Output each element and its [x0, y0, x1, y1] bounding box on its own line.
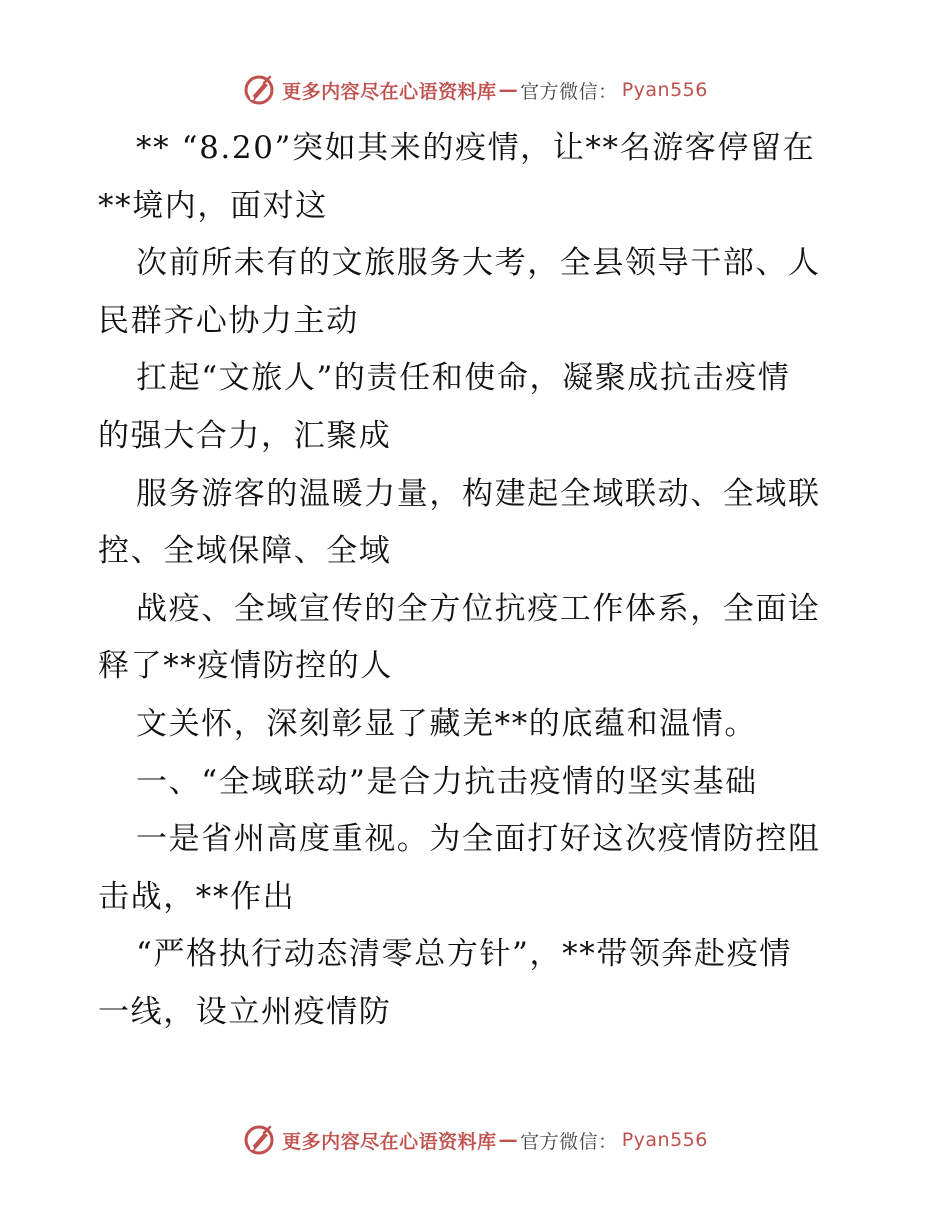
body-line: 民群齐心协力主动	[98, 302, 359, 339]
watermark-main: 更多内容尽在心语资料库	[282, 80, 497, 103]
document-body	[98, 120, 858, 1042]
body-line: 一线，设立州疫情防	[98, 993, 392, 1030]
body-line: 服务游客的温暖力量，构建起全域联动、全域联	[136, 475, 821, 512]
watermark-dash: —	[498, 79, 519, 101]
body-line: 释了**疫情防控的人	[98, 648, 393, 685]
watermark-dash: —	[498, 1129, 519, 1151]
body-line: 一是省州高度重视。为全面打好这次疫情防控阻	[136, 821, 821, 858]
section-heading: 一、“全域联动”是合力抗击疫情的坚实基础	[136, 763, 758, 800]
watermark-account: Pyan556	[621, 79, 708, 101]
body-line: “严格执行动态清零总方针”，**带领奔赴疫情	[136, 936, 792, 973]
watermark-text	[282, 77, 708, 104]
body-line: 击战，**作出	[98, 878, 296, 915]
watermark-label: 官方微信：	[520, 80, 618, 103]
body-line: ** “8.20”突如其来的疫情，让**名游客停留在	[136, 130, 816, 166]
body-line: 文关怀，深刻彰显了藏羌**的底蕴和温情。	[136, 705, 757, 742]
header-watermark	[0, 70, 950, 110]
watermark-account: Pyan556	[621, 1129, 708, 1151]
watermark-label: 官方微信：	[520, 1130, 618, 1153]
body-line: 扛起“文旅人”的责任和使命，凝聚成抗击疫情	[136, 360, 791, 397]
watermark-main: 更多内容尽在心语资料库	[282, 1130, 497, 1153]
footer-watermark	[0, 1120, 950, 1160]
watermark-text	[282, 1127, 708, 1154]
quill-pen-circle-icon	[242, 1123, 276, 1157]
body-line: 战疫、全域宣传的全方位抗疫工作体系，全面诠	[136, 590, 821, 627]
body-line: 控、全域保障、全域	[98, 533, 392, 570]
body-line: 次前所未有的文旅服务大考，全县领导干部、人	[136, 245, 821, 282]
quill-pen-circle-icon	[242, 73, 276, 107]
body-line: **境内，面对这	[98, 187, 328, 224]
body-line: 的强大合力，汇聚成	[98, 417, 392, 454]
